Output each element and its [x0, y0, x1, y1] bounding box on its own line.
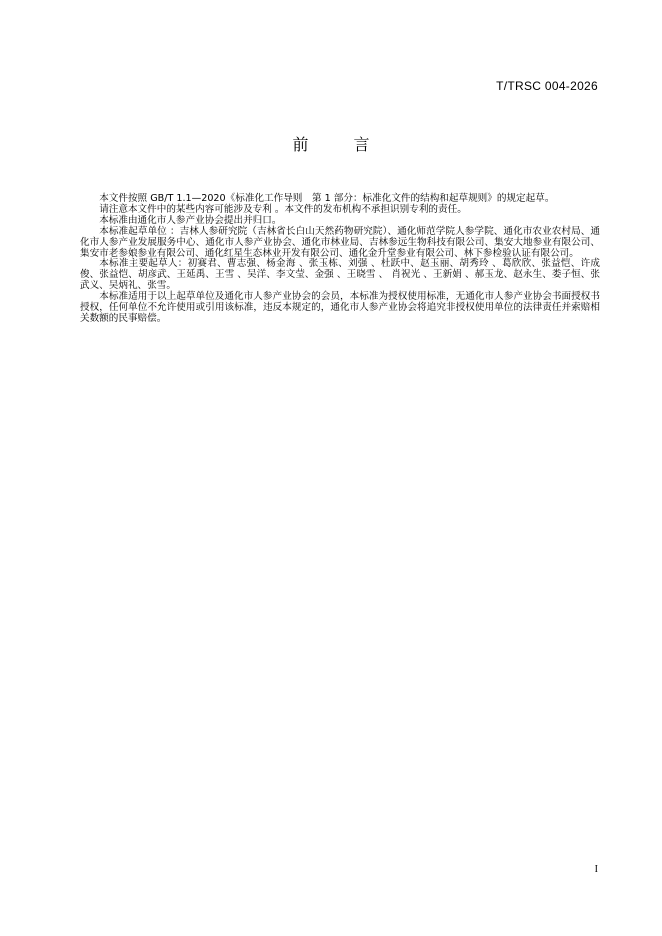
paragraph-proposer: 本标准由通化市人参产业协会提出并归口。 — [99, 214, 282, 226]
paragraph-patent-notice: 请注意本文件中的某些内容可能涉及专利 。本文件的发布机构不承担识别专利的责任。 — [99, 203, 467, 215]
paragraph-drafters: 本标准主要起草人：初赛君、曹志强、杨金海 、张玉栋、刘强 、杜跃中、赵玉丽、胡秀玲 、葛欣欣、张益恺、许成俊、张益恺、胡彦武、王延禹、王雪 、吴洋、李文莹、金强 、王晓雪 、 肖祝光 、王新娟 、郝玉龙、赵永生、娄子恒、张武义、吴炳礼、张雪。 — [80, 258, 600, 292]
paragraph-scope: 本标准适用于以上起草单位及通化市人参产业协会的会员，本标准为授权使用标准，无通化市人参产业协会书面授权书授权，任何单位不允许使用或引用该标准，违反本规定的，通化市人参产业协会将追究非授权使用单位的法律责任并索赔相关数额的民事赔偿。 — [80, 291, 600, 324]
document-number: T/TRSC 004-2026 — [496, 79, 598, 93]
page-number: I — [594, 864, 598, 875]
page-title: 前 言 — [292, 135, 390, 154]
foreword-body — [80, 194, 600, 325]
paragraph-drafting-units: 本标准起草单位 ：吉林人参研究院（吉林省长白山天然药物研究院）、通化师范学院人参学院、通化市农业农村局、通化市人参产业发展服务中心、通化市人参产业协会、通化市林业局、吉林参远生物科技有限公司、集安大地参业有限公司、集安市老参娘参业有限公司、通化红星生态林业开发有限公司、通化金升堂参业有限公司、林下参检验认证有限公司。 — [80, 225, 600, 259]
paragraph-drafting-basis: 本文件按照 GB/T 1.1—2020《标准化工作导则 第 1 部分：标准化文件的结构和起草规则》的规定起草。 — [99, 193, 555, 204]
